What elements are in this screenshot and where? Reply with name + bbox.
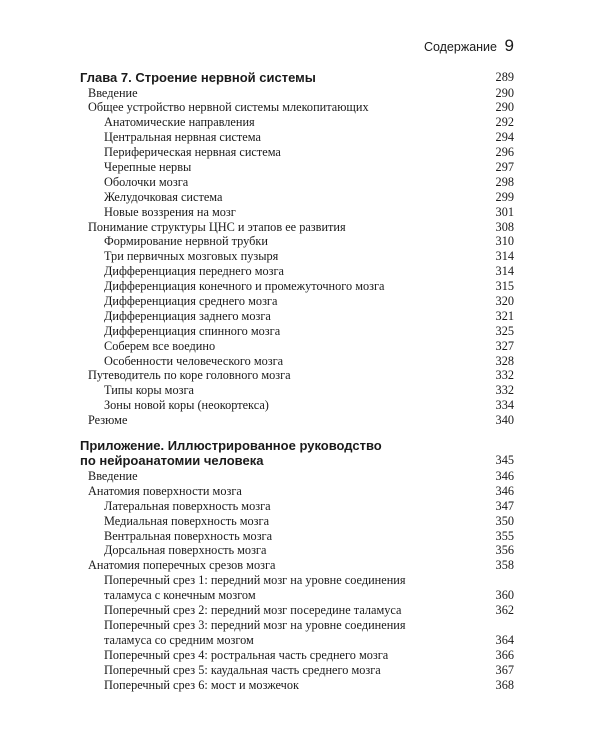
header-page-number: 9 bbox=[504, 36, 514, 55]
toc-entry[interactable] bbox=[80, 130, 514, 145]
appendix-page: 345 bbox=[495, 453, 514, 468]
toc-entry-page: 321 bbox=[495, 308, 514, 323]
header-title: Содержание bbox=[423, 40, 497, 54]
toc-entry-label: Понимание структуры ЦНС и этапов ее развития bbox=[88, 219, 346, 234]
toc-entry[interactable] bbox=[80, 354, 514, 369]
toc-entry[interactable] bbox=[80, 648, 514, 663]
chapter-title: Глава 7. Строение нервной системы bbox=[80, 70, 316, 85]
toc-entry-page: 356 bbox=[495, 543, 514, 558]
toc-entry-page: 310 bbox=[495, 234, 514, 249]
toc-entry-page: 355 bbox=[495, 528, 514, 543]
toc-entry-page: 368 bbox=[495, 677, 514, 692]
toc-entry[interactable] bbox=[80, 499, 514, 514]
toc-entry[interactable] bbox=[80, 100, 514, 115]
toc-entry-page: 362 bbox=[495, 603, 514, 618]
toc-entry-label: Типы коры мозга bbox=[104, 383, 194, 398]
toc-entry[interactable] bbox=[80, 558, 514, 573]
toc-entry-label: Дифференциация среднего мозга bbox=[104, 293, 278, 308]
toc-entry-label: Черепные нервы bbox=[104, 159, 192, 174]
toc-entry-page: 334 bbox=[495, 398, 514, 413]
toc-entry[interactable] bbox=[80, 234, 514, 249]
toc-entry-page: 367 bbox=[495, 662, 514, 677]
toc-entry-label: Дифференциация заднего мозга bbox=[104, 308, 271, 323]
toc-entry[interactable] bbox=[80, 205, 514, 220]
toc-entry-page: 366 bbox=[495, 647, 514, 662]
running-header bbox=[0, 36, 600, 56]
table-of-contents bbox=[80, 70, 514, 692]
toc-entry-label: Вентральная поверхность мозга bbox=[104, 528, 273, 543]
toc-entry[interactable] bbox=[80, 573, 514, 603]
toc-entry[interactable] bbox=[80, 264, 514, 279]
appendix-heading[interactable] bbox=[80, 438, 514, 469]
toc-entry[interactable] bbox=[80, 190, 514, 205]
toc-entry-label: Анатомия поверхности мозга bbox=[88, 483, 242, 498]
toc-entry[interactable] bbox=[80, 678, 514, 693]
toc-entry-label: Дифференциация конечного и промежуточного мозга bbox=[104, 279, 385, 294]
toc-entry-label: Новые воззрения на мозг bbox=[104, 204, 236, 219]
toc-entry-label: Поперечный срез 2: передний мозг посередине таламуса bbox=[104, 603, 402, 618]
toc-entry[interactable] bbox=[80, 339, 514, 354]
chapter-page: 289 bbox=[495, 70, 514, 84]
toc-entry-label: Поперечный срез 1: передний мозг на уровне соединения таламуса с конечным мозгом bbox=[104, 573, 406, 603]
toc-entry-page: 297 bbox=[495, 159, 514, 174]
toc-entry-page: 325 bbox=[495, 323, 514, 338]
toc-entry-label: Дифференциация переднего мозга bbox=[104, 264, 285, 279]
toc-entry-label: Три первичных мозговых пузыря bbox=[104, 249, 279, 264]
toc-entry-page: 347 bbox=[495, 498, 514, 513]
toc-entry-label: Анатомические направления bbox=[104, 115, 255, 130]
toc-entry-page: 308 bbox=[495, 219, 514, 234]
toc-entry-page: 296 bbox=[495, 145, 514, 160]
toc-entry-label: Центральная нервная система bbox=[104, 130, 261, 145]
toc-entry-label: Оболочки мозга bbox=[104, 174, 189, 189]
toc-entry[interactable] bbox=[80, 543, 514, 558]
toc-entry-page: 315 bbox=[495, 279, 514, 294]
toc-entry-label: Резюме bbox=[88, 413, 128, 428]
toc-entry-label: Желудочковая система bbox=[104, 189, 223, 204]
toc-entry-page: 346 bbox=[495, 468, 514, 483]
toc-entry[interactable] bbox=[80, 115, 514, 130]
toc-entry-page: 290 bbox=[495, 100, 514, 115]
toc-entry-page: 358 bbox=[495, 558, 514, 573]
toc-entry-label: Формирование нервной трубки bbox=[104, 234, 268, 249]
toc-entry[interactable] bbox=[80, 603, 514, 618]
toc-entry[interactable] bbox=[80, 398, 514, 413]
toc-entry[interactable] bbox=[80, 663, 514, 678]
toc-entry-page: 350 bbox=[495, 513, 514, 528]
toc-entry-page: 332 bbox=[495, 368, 514, 383]
toc-entry[interactable] bbox=[80, 469, 514, 484]
toc-entry-page: 340 bbox=[495, 413, 514, 428]
toc-entry-label: Поперечный срез 3: передний мозг на уровне соединения таламуса со средним мозгом bbox=[104, 617, 406, 647]
toc-entry-label: Общее устройство нервной системы млекопитающих bbox=[88, 100, 369, 115]
toc-entry-label: Поперечный срез 5: каудальная часть среднего мозга bbox=[104, 662, 381, 677]
toc-entry-label: Периферическая нервная система bbox=[104, 145, 281, 160]
toc-entry[interactable] bbox=[80, 324, 514, 339]
toc-entry-label: Дифференциация спинного мозга bbox=[104, 323, 281, 338]
toc-entry-page: 294 bbox=[495, 130, 514, 145]
toc-entry[interactable] bbox=[80, 309, 514, 324]
toc-entry-page: 328 bbox=[495, 353, 514, 368]
toc-entry-page: 301 bbox=[495, 204, 514, 219]
toc-entry-label: Введение bbox=[88, 85, 138, 100]
toc-entry[interactable] bbox=[80, 279, 514, 294]
toc-entry-page: 332 bbox=[495, 383, 514, 398]
toc-entry-page: 298 bbox=[495, 174, 514, 189]
chapter-heading[interactable] bbox=[80, 70, 514, 86]
toc-entry[interactable] bbox=[80, 220, 514, 235]
toc-entry[interactable] bbox=[80, 368, 514, 383]
toc-entry-label: Поперечный срез 4: ростральная часть среднего мозга bbox=[104, 647, 389, 662]
toc-entry-page: 290 bbox=[495, 85, 514, 100]
toc-entry-label: Особенности человеческого мозга bbox=[104, 353, 284, 368]
toc-entry-page: 364 bbox=[495, 632, 514, 647]
toc-entry[interactable] bbox=[80, 514, 514, 529]
toc-entry-page: 327 bbox=[495, 338, 514, 353]
toc-entry-page: 346 bbox=[495, 483, 514, 498]
toc-entry-page: 292 bbox=[495, 115, 514, 130]
toc-entry-label: Введение bbox=[88, 468, 138, 483]
toc-entry[interactable] bbox=[80, 383, 514, 398]
toc-entry-page: 314 bbox=[495, 264, 514, 279]
appendix-title-line1: Приложение. Иллюстрированное руководство bbox=[80, 437, 382, 453]
toc-entry[interactable] bbox=[80, 529, 514, 544]
toc-entry-label: Медиальная поверхность мозга bbox=[104, 513, 270, 528]
appendix-entries bbox=[80, 469, 514, 692]
toc-entry-label: Латеральная поверхность мозга bbox=[104, 498, 271, 513]
toc-entry[interactable] bbox=[80, 145, 514, 160]
toc-entry[interactable] bbox=[80, 160, 514, 175]
toc-entry-label: Зоны новой коры (неокортекса) bbox=[104, 398, 269, 413]
toc-entry-label: Путеводитель по коре головного мозга bbox=[88, 368, 291, 383]
toc-entry-label: Поперечный срез 6: мост и мозжечок bbox=[104, 677, 299, 692]
toc-entry-page: 360 bbox=[495, 588, 514, 603]
chapter-entries bbox=[80, 86, 514, 428]
toc-entry[interactable] bbox=[80, 175, 514, 190]
toc-entry[interactable] bbox=[80, 618, 514, 648]
toc-entry[interactable] bbox=[80, 484, 514, 499]
toc-entry-label: Анатомия поперечных срезов мозга bbox=[88, 558, 276, 573]
toc-entry-page: 314 bbox=[495, 249, 514, 264]
toc-entry-page: 320 bbox=[495, 293, 514, 308]
toc-entry[interactable] bbox=[80, 86, 514, 101]
toc-entry-label: Соберем все воедино bbox=[104, 338, 216, 353]
toc-entry-page: 299 bbox=[495, 189, 514, 204]
toc-entry[interactable] bbox=[80, 294, 514, 309]
toc-entry[interactable] bbox=[80, 413, 514, 428]
appendix-title-line2: по нейроанатомии человека bbox=[80, 453, 264, 469]
toc-entry-label: Дорсальная поверхность мозга bbox=[104, 543, 267, 558]
toc-entry[interactable] bbox=[80, 249, 514, 264]
